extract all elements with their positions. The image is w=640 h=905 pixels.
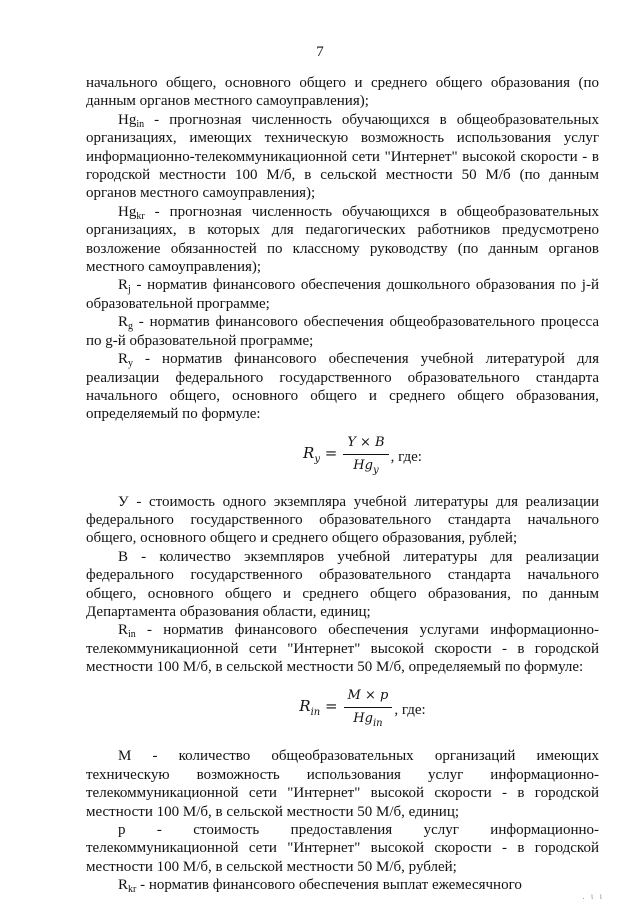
- definition-rin: $R_{in}$ - норматив финансового обеспечения услугами информационно-телекоммуникационной сети "Интернет" высокой скорости - в городской местности 100 М/б, в сельской местности 50 М/б, определяемый по формуле:: [86, 622, 599, 676]
- formula-ry-denominator: $Hg_y$: [353, 458, 379, 477]
- definition-u: У - стоимость одного экземпляра учебной литературы для реализации федерального государственного образовательного стандарта начального общего, основного общего и среднего общего образования, рублей;: [86, 493, 599, 547]
- formula-rin-fraction: [344, 687, 393, 734]
- definition-hgkr: $Hg_{kr}$ - прогнозная численность обучающихся в общеобразовательных организациях, в которых для педагогических работников предусмотрено возложение обязанностей по классному руководству (по данным органов местного самоуправления);: [86, 203, 599, 276]
- definition-m: М - количество общеобразовательных организаций имеющих техническую возможность использования услуг информационно-телекоммуникационной сети "Интернет" высокой скорости - в городской местности 100 М/б, в сельской местности 50 М/б, единиц;: [86, 748, 599, 820]
- formula-rin-lhs: $R_{in}$ =: [299, 697, 338, 719]
- formula-ry-fraction: [343, 434, 388, 481]
- page-number: 7: [316, 44, 324, 60]
- formula-ry-numerator: Y × B: [343, 434, 388, 455]
- symbol-rg: $R_g$: [118, 314, 134, 333]
- symbol-rj: $R_j$: [118, 277, 131, 296]
- definition-rg: $R_g$ - норматив финансового обеспечения общеобразовательного процесса по g-й образовательной программе;: [86, 314, 599, 349]
- formula-rin-numerator: M × p: [344, 687, 393, 708]
- formula-rin-where: , где:: [394, 701, 426, 718]
- formula-ry-where: , где:: [390, 448, 422, 465]
- symbol-rin: $R_{in}$: [118, 622, 136, 641]
- scan-corner-mark: . ι ι: [582, 891, 604, 901]
- symbol-hgkr: $Hg_{kr}$: [118, 203, 145, 222]
- definition-ry: $R_y$ - норматив финансового обеспечения учебной литературой для реализации федерального государственного образовательного стандарта начального общего, основного общего и среднего общего образования, определяемый по формуле:: [86, 351, 599, 423]
- symbol-rkr: $R_{kr}$: [118, 877, 137, 896]
- formula-rin-denominator: $Hg_{in}$: [353, 711, 383, 729]
- paragraph-continuation: начального общего, основного общего и среднего общего образования (по данным органов местного самоуправления);: [86, 75, 599, 110]
- formula-rin: [86, 687, 599, 734]
- definition-rj: $R_j$ - норматив финансового обеспечения дошкольного образования по j-й образовательной программе;: [86, 277, 599, 312]
- definition-v: В - количество экземпляров учебной литературы для реализации федерального государственного образовательного стандарта начального общего, основного общего и среднего общего образования, по данным Департамента образования области, единиц;: [86, 548, 599, 620]
- formula-ry-lhs: $R_y$ =: [303, 444, 338, 466]
- definition-p: р - стоимость предоставления услуг информационно-телекоммуникационной сети "Интернет" высокой скорости - в городской местности 100 М/б, в сельской местности 50 М/б, рублей;: [86, 822, 599, 875]
- definition-rkr: $R_{kr}$ - норматив финансового обеспечения выплат ежемесячного: [118, 877, 522, 896]
- symbol-ry: $R_y$: [118, 351, 134, 370]
- definition-hgin: $Hg_{in}$ - прогнозная численность обучающихся в общеобразовательных организациях, имеющих техническую возможность использования услуг информационно-телекоммуникационной сети "Интернет" высокой скорости - в городской местности 100 М/б, в сельской местности 50 М/б (по данным органов местного самоуправления);: [86, 111, 599, 202]
- formula-ry: [86, 434, 599, 481]
- document-body: [86, 74, 599, 895]
- symbol-hgin: $Hg_{in}$: [118, 111, 145, 130]
